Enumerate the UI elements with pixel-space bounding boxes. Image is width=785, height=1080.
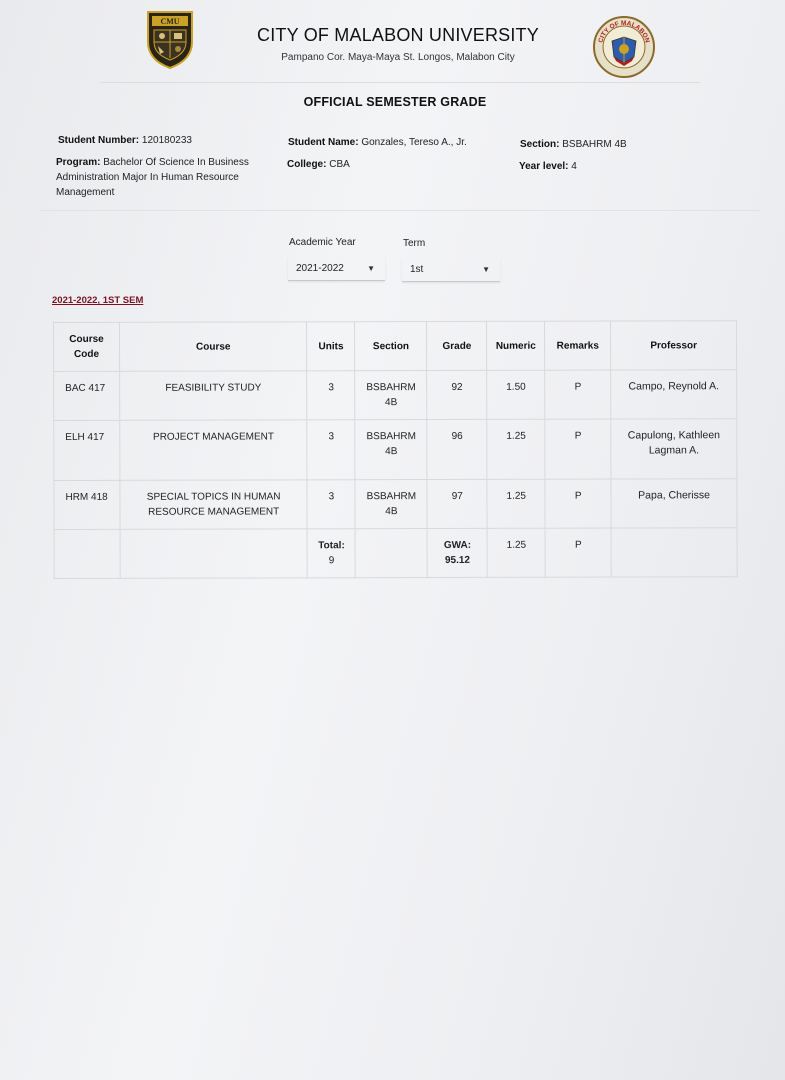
svg-text:CMU: CMU bbox=[160, 17, 180, 26]
course-remarks: P bbox=[545, 370, 611, 419]
header-divider bbox=[100, 82, 700, 83]
empty-cell bbox=[120, 529, 308, 578]
header-course-code: Course Code bbox=[54, 322, 120, 371]
academic-year-select[interactable] bbox=[288, 257, 385, 281]
course-section: BSBAHRM 4B bbox=[355, 480, 427, 529]
course-professor: Campo, Reynold A. bbox=[611, 370, 737, 419]
course-title: SPECIAL TOPICS IN HUMAN RESOURCE MANAGEMENT bbox=[120, 480, 308, 529]
course-section: BSBAHRM 4B bbox=[355, 420, 427, 480]
table-header-row bbox=[54, 321, 737, 372]
student-name-label: Student Name: bbox=[288, 137, 359, 148]
total-numeric: 1.25 bbox=[487, 528, 545, 577]
student-name-value: Gonzales, Tereso A., Jr. bbox=[361, 137, 467, 148]
student-year-value: 4 bbox=[571, 161, 577, 172]
total-units bbox=[308, 529, 356, 578]
header-course: Course bbox=[119, 322, 307, 371]
course-units: 3 bbox=[307, 371, 355, 420]
header-remarks: Remarks bbox=[545, 321, 611, 370]
course-title: PROJECT MANAGEMENT bbox=[120, 420, 308, 480]
course-professor: Papa, Cherisse bbox=[611, 479, 737, 528]
university-address: Pampano Cor. Maya-Maya St. Longos, Malabon City bbox=[281, 52, 515, 63]
student-section-label: Section: bbox=[520, 139, 560, 150]
student-program bbox=[56, 155, 276, 200]
student-section-value: BSBAHRM 4B bbox=[562, 139, 627, 150]
term-value: 1st bbox=[410, 264, 424, 275]
course-grade: 96 bbox=[427, 419, 487, 479]
course-remarks: P bbox=[545, 479, 611, 528]
table-row bbox=[54, 479, 737, 530]
student-number-value: 120180233 bbox=[141, 135, 192, 146]
table-row bbox=[54, 370, 737, 421]
university-name: CITY OF MALABON UNIVERSITY bbox=[257, 25, 539, 45]
gwa-label: GWA: bbox=[443, 539, 472, 551]
svg-text:CITY OF MALABON: CITY OF MALABON bbox=[597, 19, 651, 44]
student-college bbox=[287, 157, 350, 172]
total-units-value: 9 bbox=[328, 555, 335, 567]
term-label: Term bbox=[403, 238, 426, 249]
course-title: FEASIBILITY STUDY bbox=[120, 371, 308, 420]
empty-cell bbox=[355, 529, 427, 578]
header-grade: Grade bbox=[427, 321, 487, 370]
course-numeric: 1.50 bbox=[487, 370, 545, 419]
student-number-label: Student Number: bbox=[58, 135, 140, 146]
grades-table bbox=[53, 320, 738, 579]
chevron-down-icon: ▼ bbox=[482, 265, 490, 274]
total-units-label: Total: bbox=[318, 540, 345, 552]
table-total-row bbox=[54, 528, 737, 579]
course-units: 3 bbox=[307, 480, 355, 529]
course-grade: 92 bbox=[427, 370, 487, 419]
course-code: BAC 417 bbox=[54, 371, 120, 420]
header-numeric: Numeric bbox=[487, 321, 545, 370]
course-professor: Capulong, Kathleen Lagman A. bbox=[611, 419, 737, 479]
gwa bbox=[427, 528, 487, 577]
header-professor: Professor bbox=[611, 321, 737, 370]
course-numeric: 1.25 bbox=[487, 419, 545, 479]
city-seal bbox=[592, 15, 656, 79]
academic-year-value: 2021-2022 bbox=[296, 263, 344, 274]
course-section: BSBAHRM 4B bbox=[355, 371, 427, 420]
student-number bbox=[58, 133, 192, 148]
course-code: ELH 417 bbox=[54, 420, 120, 480]
chevron-down-icon: ▼ bbox=[367, 264, 375, 273]
gwa-value: 95.12 bbox=[444, 554, 470, 566]
student-college-label: College: bbox=[287, 159, 327, 170]
course-numeric: 1.25 bbox=[487, 479, 545, 528]
empty-cell bbox=[54, 529, 120, 578]
document-title: OFFICIAL SEMESTER GRADE bbox=[303, 95, 487, 109]
course-units: 3 bbox=[307, 420, 355, 480]
total-remarks: P bbox=[545, 528, 611, 577]
empty-cell bbox=[611, 528, 737, 577]
academic-year-label: Academic Year bbox=[289, 237, 356, 248]
header-units: Units bbox=[307, 322, 355, 371]
student-name bbox=[288, 135, 467, 150]
student-section bbox=[520, 137, 627, 152]
student-program-value: Bachelor Of Science In Business Administration Major In Human Resource Management bbox=[56, 157, 249, 198]
course-code: HRM 418 bbox=[54, 480, 120, 529]
semester-heading[interactable]: 2021-2022, 1ST SEM bbox=[52, 295, 144, 306]
header-section: Section bbox=[355, 322, 427, 371]
info-divider bbox=[40, 210, 760, 211]
table-row bbox=[54, 419, 737, 481]
student-program-label: Program: bbox=[56, 157, 101, 168]
cmu-logo bbox=[144, 8, 196, 70]
course-remarks: P bbox=[545, 419, 611, 479]
student-year-label: Year level: bbox=[519, 161, 569, 172]
term-select[interactable] bbox=[402, 258, 500, 282]
course-grade: 97 bbox=[427, 479, 487, 528]
student-year-level bbox=[519, 159, 577, 174]
student-college-value: CBA bbox=[329, 159, 350, 170]
